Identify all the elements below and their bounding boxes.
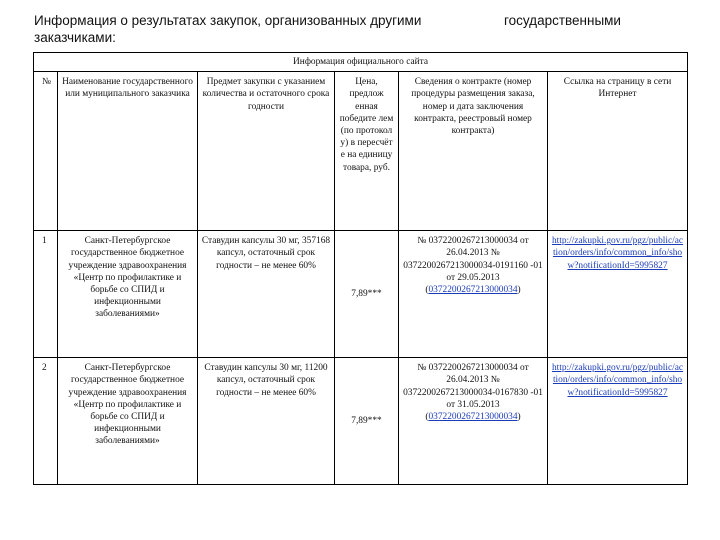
contract-text-end: )	[517, 285, 521, 296]
contract-text: № 0372200267213000034 от 26.04.2013 № 0372200267213000034-0167830 -01 от 31.05.2013 (	[403, 363, 543, 423]
table-caption: Информация официального сайта	[34, 53, 688, 72]
table-row	[34, 358, 688, 485]
heading-line-1: Информация о результатах закупок, организованных другими	[34, 13, 422, 28]
row-contract	[399, 358, 548, 485]
col-header-subject: Предмет закупки с указанием количества и остаточного срока годности	[198, 72, 335, 231]
heading-line-2: заказчиками:	[34, 30, 116, 45]
col-header-customer: Наименование государственного или муниципального заказчика	[58, 72, 198, 231]
row-number: 2	[34, 358, 58, 485]
col-header-number: №	[34, 72, 58, 231]
results-table	[33, 52, 688, 485]
contract-text: № 0372200267213000034 от 26.04.2013 № 0372200267213000034-0191160 -01 от 29.05.2013 (	[403, 236, 543, 296]
row-number: 1	[34, 231, 58, 358]
table-row	[34, 231, 688, 358]
col-header-contract: Сведения о контракте (номер процедуры размещения заказа, номер и дата заключения контракта, реестровый номер контракта)	[399, 72, 548, 231]
contract-registry-link[interactable]: 0372200267213000034	[428, 412, 518, 423]
row-contract	[399, 231, 548, 358]
heading-line-1-right: государственными	[504, 13, 621, 28]
col-header-price: Цена, предлож енная победите лем (по протокол у) в пересчёт е на единицу товара, руб.	[335, 72, 399, 231]
row-price: 7,89***	[335, 231, 399, 358]
zakupki-url-link[interactable]: http://zakupki.gov.ru/pgz/public/action/orders/info/common_info/show?notificationId=5995827	[551, 236, 684, 271]
row-customer: Санкт-Петербургское государственное бюджетное учреждение здравоохранения «Центр по профилактике и борьбе со СПИД и инфекционными заболеваниями»	[58, 231, 198, 358]
row-subject: Ставудин капсулы 30 мг, 11200 капсул, остаточный срок годности – не менее 60%	[198, 358, 335, 485]
table-header-row	[34, 72, 688, 231]
row-subject: Ставудин капсулы 30 мг, 357168 капсул, остаточный срок годности – не менее 60%	[198, 231, 335, 358]
row-customer: Санкт-Петербургское государственное бюджетное учреждение здравоохранения «Центр по профилактике и борьбе со СПИД и инфекционными заболеваниями»	[58, 358, 198, 485]
zakupki-url-link[interactable]: http://zakupki.gov.ru/pgz/public/action/orders/info/common_info/show?notificationId=5995827	[551, 363, 684, 398]
row-link-cell	[548, 231, 688, 358]
row-price: 7,89***	[335, 358, 399, 485]
page-heading	[34, 12, 684, 46]
contract-registry-link[interactable]: 0372200267213000034	[428, 285, 518, 296]
col-header-link: Ссылка на страницу в сети Интернет	[548, 72, 688, 231]
contract-text-end: )	[517, 412, 521, 423]
row-link-cell	[548, 358, 688, 485]
